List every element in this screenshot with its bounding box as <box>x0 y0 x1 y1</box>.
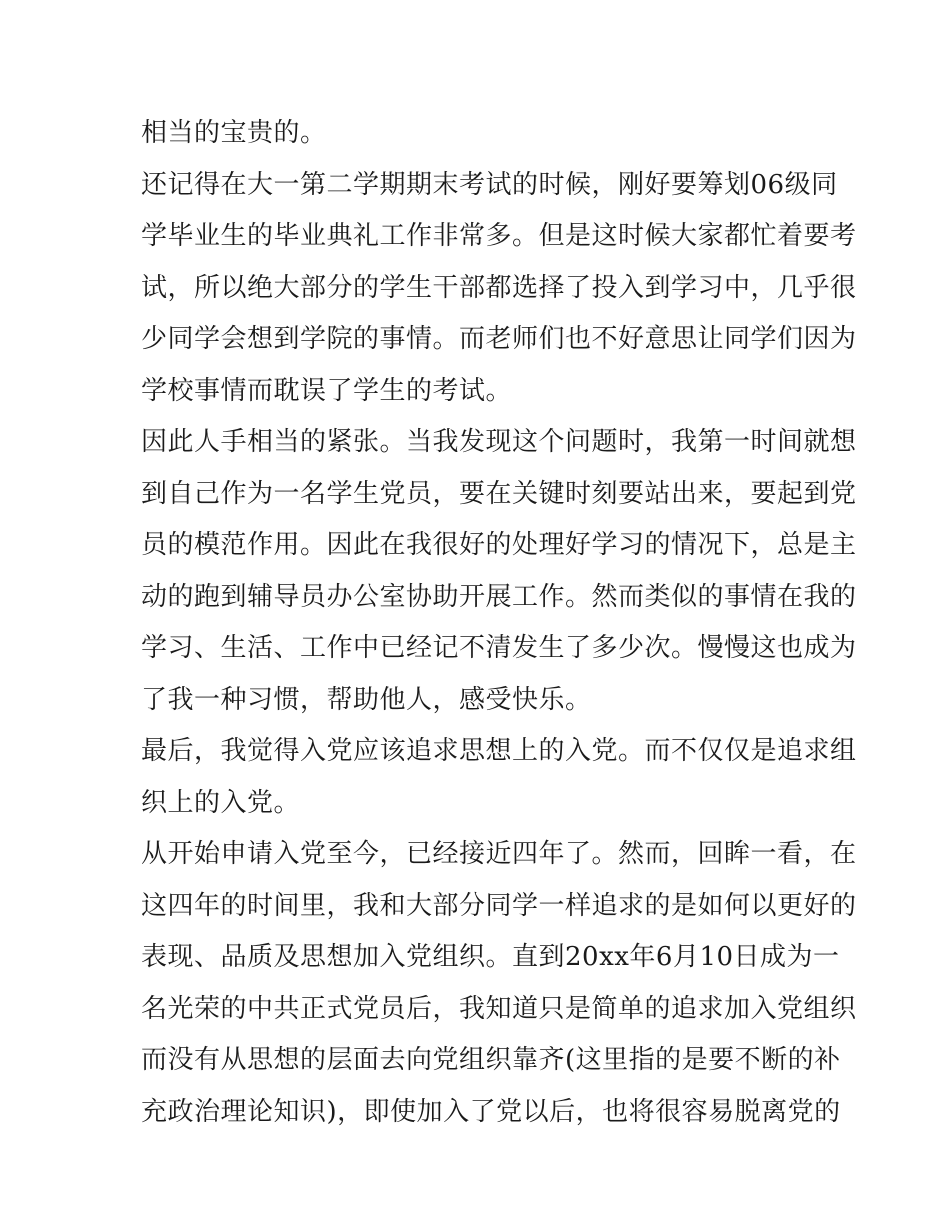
text-line: 表现、品质及思想加入党组织。直到20xx年6月10日成为一 <box>141 942 840 972</box>
text-line: 从开始申请入党至今，已经接近四年了。然而，回眸一看，在 <box>141 839 857 869</box>
text-line: 充政治理论知识)，即使加入了党以后，也将很容易脱离党的 <box>141 1096 841 1127</box>
text-line: 试，所以绝大部分的学生干部都选择了投入到学习中，几乎很 <box>141 272 857 303</box>
text-line: 这四年的时间里，我和大部分同学一样追求的是如何以更好的 <box>141 890 857 921</box>
text-line: 因此人手相当的紧张。当我发现这个问题时，我第一时间就想 <box>141 427 857 457</box>
text-line: 相当的宝贵的。 <box>141 118 327 148</box>
text-line: 了我一种习惯，帮助他人，感受快乐。 <box>141 684 592 715</box>
text-line: 少同学会想到学院的事情。而老师们也不好意思让同学们因为 <box>141 324 857 354</box>
text-line: 名光荣的中共正式党员后，我知道只是简单的追求加入党组织 <box>141 993 857 1024</box>
text-line: 而没有从思想的层面去向党组织靠齐(这里指的是要不断的补 <box>141 1045 841 1075</box>
text-line: 学校事情而耽误了学生的考试。 <box>141 375 513 406</box>
text-line: 到自己作为一名学生党员，要在关键时刻要站出来，要起到党 <box>141 478 857 509</box>
text-line: 学习、生活、工作中已经记不清发生了多少次。慢慢这也成为 <box>141 633 857 663</box>
text-line: 员的模范作用。因此在我很好的处理好学习的情况下，总是主 <box>141 530 857 560</box>
text-line: 织上的入党。 <box>141 787 301 818</box>
document-body <box>141 108 857 1138</box>
text-line: 学毕业生的毕业典礼工作非常多。但是这时候大家都忙着要考 <box>141 221 857 251</box>
text-line: 还记得在大一第二学期期末考试的时候，刚好要筹划06级同 <box>141 169 838 200</box>
text-line: 动的跑到辅导员办公室协助开展工作。然而类似的事情在我的 <box>141 581 857 612</box>
text-line: 最后，我觉得入党应该追求思想上的入党。而不仅仅是追求组 <box>141 736 857 766</box>
